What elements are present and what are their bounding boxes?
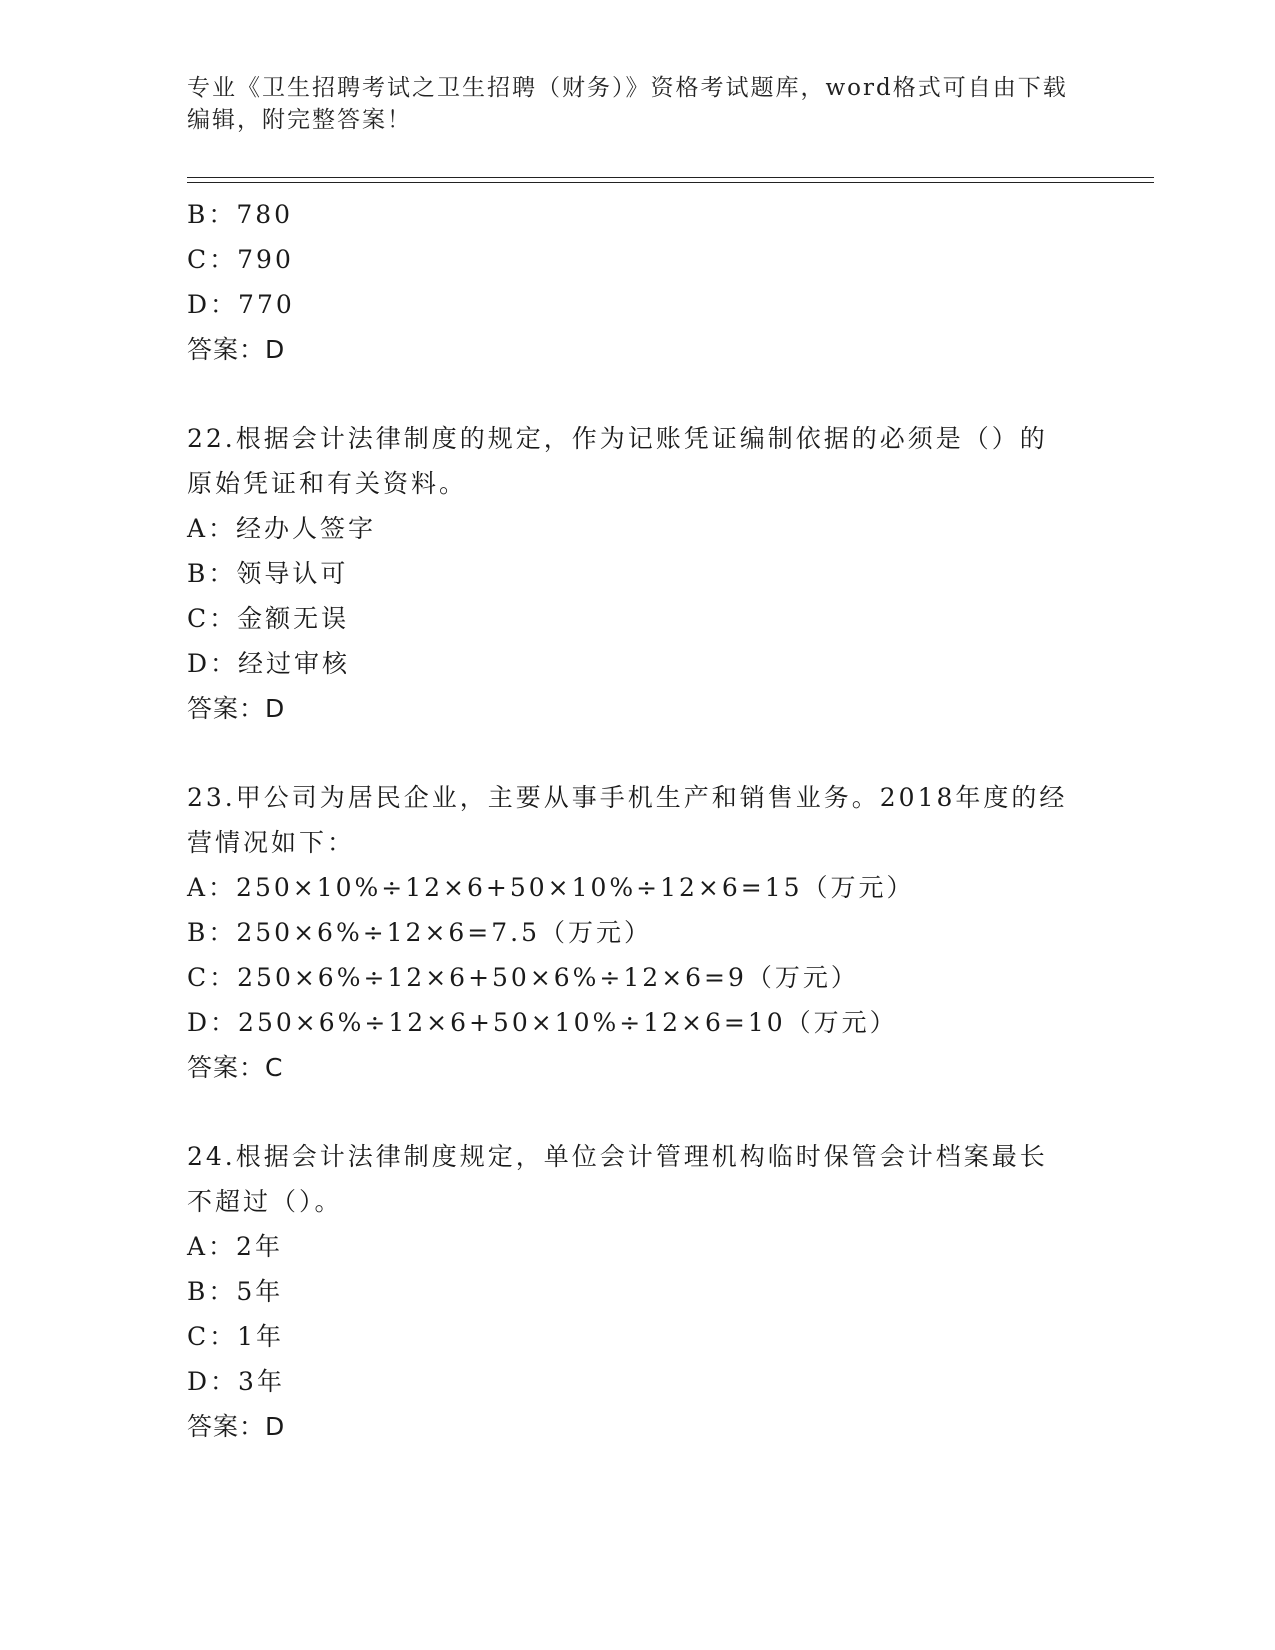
answer-line: 答案：D — [187, 694, 286, 723]
header-divider-bottom — [187, 182, 1154, 183]
question-content — [187, 192, 1087, 1449]
question-stem-line-1: 22.根据会计法律制度的规定，作为记账凭证编制依据的必须是（）的 — [187, 424, 1048, 453]
option-b: B：5年 — [187, 1277, 284, 1306]
question-21-continued — [187, 192, 1087, 372]
spacer — [187, 731, 1087, 775]
question-23 — [187, 775, 1087, 1090]
question-22 — [187, 416, 1087, 731]
question-stem-line-2: 营情况如下： — [187, 828, 356, 857]
option-d: D：250×6%÷12×6+50×10%÷12×6=10（万元） — [187, 1008, 898, 1037]
question-stem-line-1: 23.甲公司为居民企业，主要从事手机生产和销售业务。2018年度的经 — [187, 783, 1068, 812]
option-d: D：3年 — [187, 1367, 285, 1396]
option-c: C：250×6%÷12×6+50×6%÷12×6=9（万元） — [187, 963, 859, 992]
question-stem-line-2: 不超过（）。 — [187, 1187, 343, 1216]
option-d: D：770 — [187, 290, 295, 319]
question-stem-line-2: 原始凭证和有关资料。 — [187, 469, 468, 498]
question-24 — [187, 1134, 1087, 1449]
answer-line: 答案：D — [187, 335, 286, 364]
answer-line: 答案：C — [187, 1053, 284, 1082]
spacer — [187, 372, 1087, 416]
option-d: D：经过审核 — [187, 649, 351, 678]
spacer — [187, 1090, 1087, 1134]
option-a: A：2年 — [187, 1232, 283, 1261]
option-c: C：1年 — [187, 1322, 285, 1351]
document-header — [187, 72, 1087, 136]
option-b: B：780 — [187, 200, 294, 229]
question-stem-line-1: 24.根据会计法律制度规定，单位会计管理机构临时保管会计档案最长 — [187, 1142, 1048, 1171]
option-b: B：250×6%÷12×6=7.5（万元） — [187, 918, 653, 947]
header-line-2: 编辑，附完整答案！ — [187, 107, 412, 133]
header-divider-top — [187, 177, 1154, 178]
option-c: C：790 — [187, 245, 294, 274]
option-a: A：250×10%÷12×6+50×10%÷12×6=15（万元） — [187, 873, 915, 902]
header-line-1: 专业《卫生招聘考试之卫生招聘（财务）》资格考试题库，word格式可自由下载 — [187, 75, 1068, 101]
answer-line: 答案：D — [187, 1412, 286, 1441]
option-b: B：领导认可 — [187, 559, 349, 588]
option-c: C：金额无误 — [187, 604, 350, 633]
option-a: A：经办人签字 — [187, 514, 377, 543]
